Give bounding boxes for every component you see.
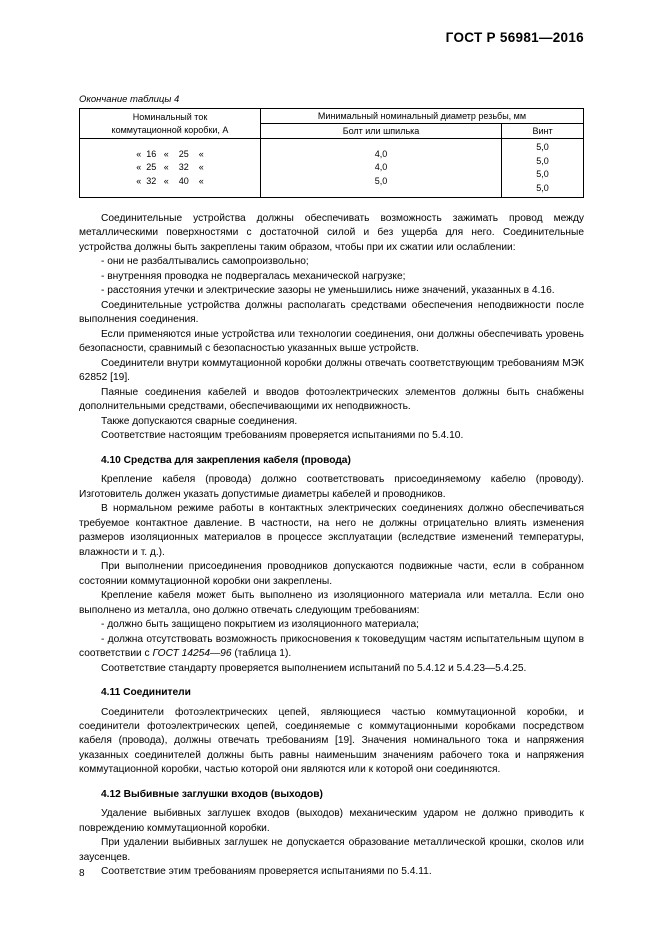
table-cell-range: « 32 « 40 « bbox=[136, 175, 204, 186]
paragraph: При удалении выбивных заглушек не допускается образование металлической крошки, сколов или заусенцев. bbox=[79, 837, 584, 863]
paragraph: Крепление кабеля может быть выполнено из изоляционного материала или металла. Если оно выполнено из металла, оно должно отвечать следующим требованиям: bbox=[79, 590, 584, 616]
list-item: - должно быть защищено покрытием из изоляционного материала; bbox=[101, 619, 419, 631]
paragraph: Крепление кабеля (провода) должно соответствовать присоединяемому кабелю (проводу). Изготовитель должен указать допустимые диаметры кабелей и проводников. bbox=[79, 474, 584, 500]
table-header-bolt: Болт или шпилька bbox=[261, 124, 502, 139]
list-item-text-after: (таблица 1). bbox=[231, 648, 292, 660]
list-item: - расстояния утечки и электрические зазоры не уменьшились ниже значений, указанных в 4.16. bbox=[101, 285, 555, 297]
paragraph: Соответствие этим требованиям проверяется испытаниями по 5.4.11. bbox=[101, 866, 432, 878]
paragraph: Соединители внутри коммутационной коробки должны отвечать соответствующим требованиям МЭК 62852 [19]. bbox=[79, 357, 584, 384]
paragraph: Соответствие настоящим требованиям проверяется испытаниями по 5.4.10. bbox=[101, 430, 464, 442]
table-cell-bolt: 5,0 bbox=[374, 175, 388, 186]
paragraph: Соединительные устройства должны обеспечивать возможность зажимать провод между металлическими поверхностями с достаточной силой и без ущерба для него. Соединительные устройства должны быть закреплены таким образом, чтобы при их сжатии или ослаблении: bbox=[79, 213, 584, 253]
document-body bbox=[79, 212, 584, 880]
paragraph: Соединители фотоэлектрических цепей, являющиеся частью коммутационной коробки, и соединители фотоэлектрических цепей, соединяемые с коммутационными коробками посредством кабеля (провода), должны отвечать требованиям [19]. Значения номинального тока и напряжения указанных соединителей должны быть равны наименьшим значениям рабочего тока и напряжения коммутационной коробки, частью которой они являются или к которой они соединяются. bbox=[79, 706, 584, 776]
paragraph: При выполнении присоединения проводников допускаются подвижные части, если в собранном состоянии коммутационной коробки они закреплены. bbox=[79, 561, 584, 587]
table-cell-range: « 25 « 32 « bbox=[136, 162, 204, 173]
paragraph: Паяные соединения кабелей и вводов фотоэлектрических элементов должны быть снабжены дополнительными средствами, обеспечивающими их неподвижность. bbox=[79, 386, 584, 413]
list-item: - внутренняя проводка не подвергалась механической нагрузке; bbox=[101, 270, 406, 282]
table-cell-screw: 5,0 bbox=[536, 182, 549, 193]
table-cell-bolt-group bbox=[261, 139, 502, 198]
table-header-diameter-group: Минимальный номинальный диаметр резьбы, мм bbox=[261, 109, 584, 124]
document-header: ГОСТ Р 56981—2016 bbox=[445, 30, 584, 45]
paragraph: Соответствие стандарту проверяется выполнением испытаний по 5.4.12 и 5.4.23—5.4.25. bbox=[101, 662, 527, 674]
table-cell-screw: 5,0 bbox=[536, 142, 549, 152]
table-cell-range: « 16 « 25 « bbox=[136, 148, 204, 159]
table-header-current bbox=[80, 109, 261, 139]
table-caption: Окончание таблицы 4 bbox=[79, 94, 180, 105]
table-header-current-line1: Номинальный ток bbox=[132, 112, 208, 123]
list-item-reference bbox=[79, 633, 584, 662]
table-cell-bolt: 4,0 bbox=[374, 148, 388, 159]
paragraph: Также допускаются сварные соединения. bbox=[101, 415, 298, 427]
standard-reference: ГОСТ 14254—96 bbox=[152, 648, 232, 660]
table-header-current-line2: коммутационной коробки, А bbox=[111, 124, 229, 135]
paragraph: Удаление выбивных заглушек входов (выходов) механическим ударом не должно приводить к повреждению коммутационной коробки. bbox=[79, 808, 584, 834]
specification-table bbox=[79, 108, 584, 198]
paragraph: Соединительные устройства должны располагать средствами обеспечения неподвижности после выполнения соединения. bbox=[79, 299, 584, 326]
page-number: 8 bbox=[79, 868, 85, 879]
table-cell-range-group bbox=[80, 139, 261, 198]
table-cell-screw: 5,0 bbox=[536, 169, 549, 179]
table-row bbox=[80, 139, 584, 198]
table-cell-screw: 5,0 bbox=[536, 155, 549, 166]
section-heading-4-12: 4.12 Выбивные заглушки входов (выходов) bbox=[101, 788, 323, 800]
table-cell-screw-group bbox=[502, 139, 584, 198]
list-item-text-before: - должна отсутствовать возможность прикосновения к токоведущим частям испытательным щупом в соответствии с bbox=[79, 633, 584, 660]
section-heading-4-10: 4.10 Средства для закрепления кабеля (провода) bbox=[101, 454, 351, 466]
table-header-screw: Винт bbox=[502, 124, 584, 139]
paragraph: Если применяются иные устройства или технологии соединения, они должны обеспечивать уровень безопасности, сравнимый с безопасностью указанных выше устройств. bbox=[79, 328, 584, 355]
table-cell-bolt: 4,0 bbox=[374, 162, 388, 173]
list-item: - они не разбалтывались самопроизвольно; bbox=[101, 256, 309, 268]
paragraph: В нормальном режиме работы в контактных электрических соединениях должно обеспечиваться требуемое контактное давление. В частности, на него не должны отрицательно влиять изменения размеров изоляционных материалов в процессе эксплуатации (вследствие изменений температуры, влажности и т. д.). bbox=[79, 503, 584, 558]
table-header-row bbox=[80, 109, 584, 124]
section-heading-4-11: 4.11 Соединители bbox=[101, 687, 191, 699]
